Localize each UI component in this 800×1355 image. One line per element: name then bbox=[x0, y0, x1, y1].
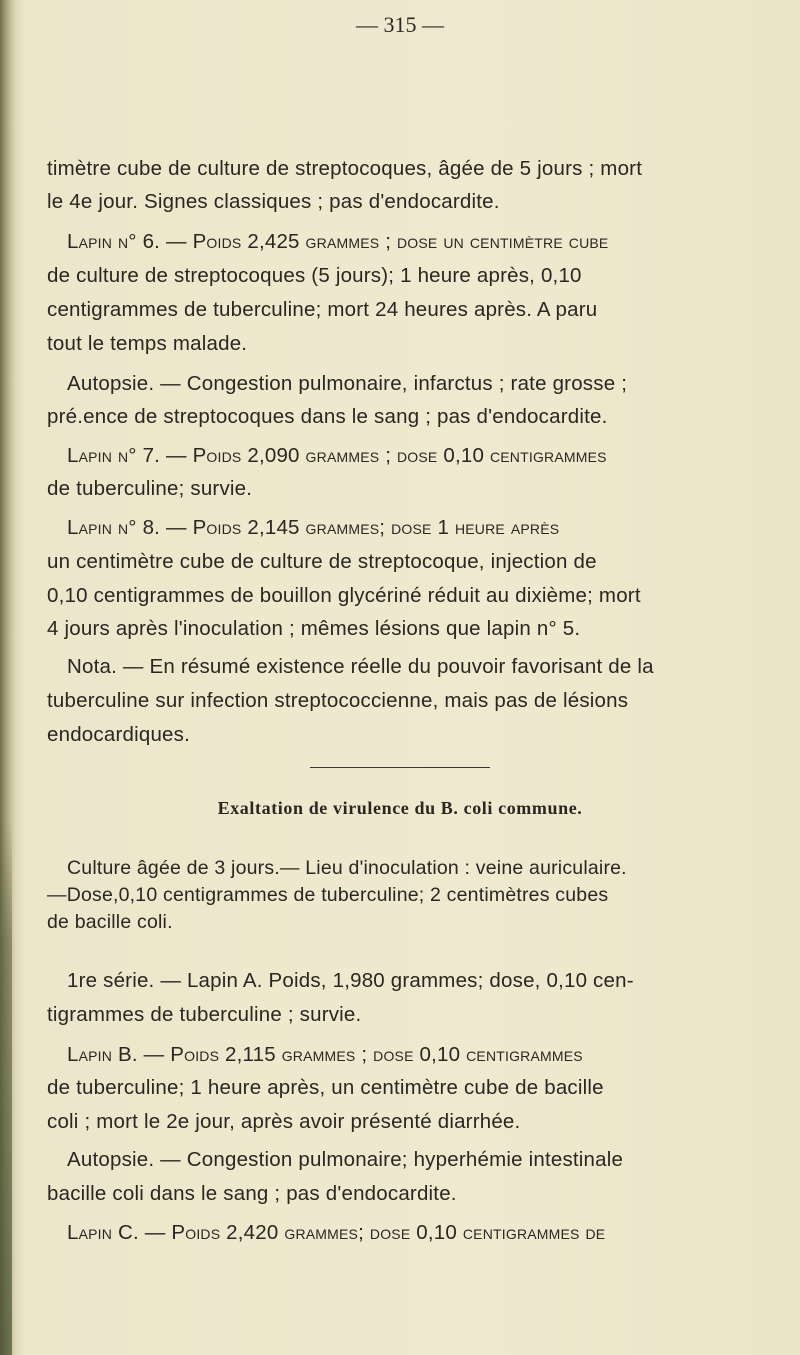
text-line: de tuberculine; survie. bbox=[47, 477, 253, 500]
text-line: Nota. — En résumé existence réelle du pouvoir favorisant de la bbox=[67, 655, 654, 678]
text-line: bacille coli dans le sang ; pas d'endocardite. bbox=[47, 1182, 457, 1205]
text-line: Culture âgée de 3 jours.— Lieu d'inoculation : veine auriculaire. bbox=[67, 857, 627, 879]
text-line: Autopsie. — Congestion pulmonaire, infarctus ; rate grosse ; bbox=[67, 372, 628, 395]
text-line: de bacille coli. bbox=[47, 911, 173, 933]
text-line: un centimètre cube de culture de streptocoque, injection de bbox=[47, 550, 597, 573]
text-line: 0,10 centigrammes de bouillon glycériné réduit au dixième; mort bbox=[47, 584, 641, 607]
section-rule bbox=[310, 767, 490, 768]
text-line: endocardiques. bbox=[47, 723, 190, 746]
text-line: centigrammes de tuberculine; mort 24 heures après. A paru bbox=[47, 298, 598, 321]
text-line: Lapin n° 7. — Poids 2,090 grammes ; dose 0,10 centigrammes bbox=[67, 444, 607, 467]
page-number: — 315 — bbox=[356, 12, 444, 37]
text-line: 4 jours après l'inoculation ; mêmes lésions que lapin n° 5. bbox=[47, 617, 581, 640]
text-line: 1re série. — Lapin A. Poids, 1,980 grammes; dose, 0,10 cen- bbox=[67, 969, 634, 992]
text-line: tout le temps malade. bbox=[47, 332, 248, 355]
text-line: pré.ence de streptocoques dans le sang ; pas d'endocardite. bbox=[47, 405, 608, 428]
text-line: Lapin n° 8. — Poids 2,145 grammes; dose 1 heure après bbox=[67, 516, 560, 539]
text-line: —Dose,0,10 centigrammes de tuberculine; 2 centimètres cubes bbox=[47, 884, 609, 906]
text-line: Autopsie. — Congestion pulmonaire; hyperhémie intestinale bbox=[67, 1148, 624, 1171]
text-line: le 4e jour. Signes classiques ; pas d'endocardite. bbox=[47, 190, 500, 213]
text-line: de tuberculine; 1 heure après, un centimètre cube de bacille bbox=[47, 1076, 604, 1099]
text-line: Lapin C. — Poids 2,420 grammes; dose 0,10 centigrammes de bbox=[67, 1221, 606, 1244]
text-line: Lapin n° 6. — Poids 2,425 grammes ; dose un centimètre cube bbox=[67, 230, 609, 253]
text-line: timètre cube de culture de streptocoques, âgée de 5 jours ; mort bbox=[47, 157, 643, 180]
text-line: tuberculine sur infection streptococcienne, mais pas de lésions bbox=[47, 689, 629, 712]
text-line: de culture de streptocoques (5 jours); 1 heure après, 0,10 bbox=[47, 264, 582, 287]
text-line: tigrammes de tuberculine ; survie. bbox=[47, 1003, 362, 1026]
text-line: Lapin B. — Poids 2,115 grammes ; dose 0,10 centigrammes bbox=[67, 1043, 583, 1066]
section-heading: Exaltation de virulence du B. coli commune. bbox=[217, 798, 583, 818]
text-line: coli ; mort le 2e jour, après avoir présenté diarrhée. bbox=[47, 1110, 521, 1133]
